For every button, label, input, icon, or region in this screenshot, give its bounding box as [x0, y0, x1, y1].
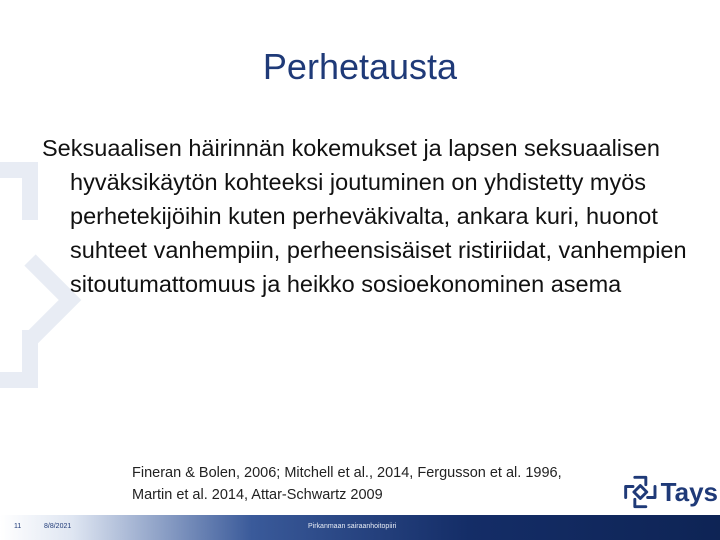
- reference-line-1: Fineran & Bolen, 2006; Mitchell et al., 2014, Fergusson et al. 1996,: [132, 465, 562, 481]
- footer-bar: [0, 515, 720, 540]
- slide-body-bullet: Seksuaalisen häirinnän kokemukset ja lapsen seksuaalisen hyväksikäytön kohteeksi joutuminen on yhdistetty myös perhetekijöihin kuten perheväkivalta, ankara kuri, huonot suhteet vanhempiin, perheensisäiset ristiriidat, vanhempien sitoutumattomuus ja heikko sosioekonominen asema: [42, 135, 687, 297]
- logo-text: Tays: [660, 476, 718, 507]
- reference-citations: [132, 462, 632, 506]
- tays-cross-logo-icon: [622, 473, 659, 511]
- reference-line-2: Martin et al. 2014, Attar-Schwartz 2009: [132, 487, 383, 503]
- slide-title: Perhetausta: [262, 46, 458, 87]
- footer-organization: Pirkanmaan sairaanhoitopiiri: [308, 523, 397, 530]
- footer-date: 8/8/2021: [44, 523, 72, 530]
- page-number: 11: [14, 523, 22, 530]
- tays-logo: [622, 472, 718, 512]
